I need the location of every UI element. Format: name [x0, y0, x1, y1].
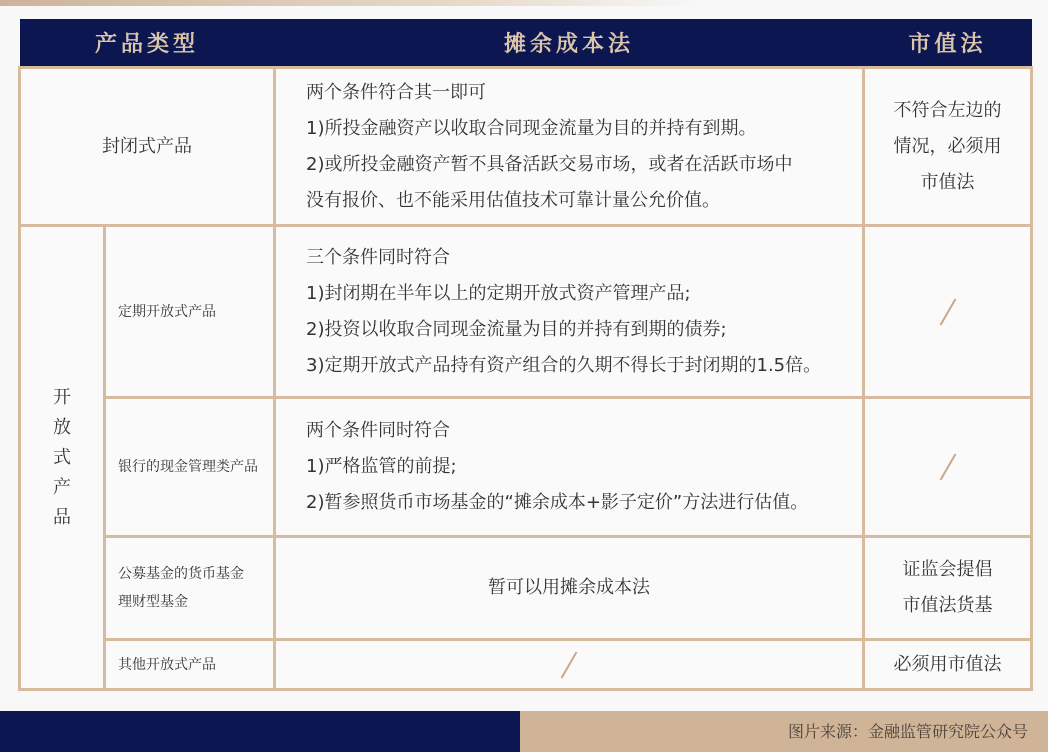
- text-line: 3)定期开放式产品持有资产组合的久期不得长于封闭期的1.5倍。: [306, 354, 822, 376]
- text-line: 三个条件同时符合: [306, 246, 451, 268]
- amortized-cell: [275, 640, 864, 690]
- footer-source: 图片来源：金融监管研究院公众号: [520, 711, 1048, 752]
- text-line: 1)严格监管的前提;: [306, 456, 457, 477]
- product-type-cell: 其他开放式产品: [105, 640, 275, 690]
- slash-mark: [939, 454, 956, 481]
- text-line: 1)封闭期在半年以上的定期开放式资产管理产品;: [306, 282, 691, 304]
- table-row: [20, 398, 1032, 537]
- text-line: 情况，必须用: [893, 135, 1002, 157]
- header-product-type: 产品类型: [20, 19, 275, 68]
- product-type-cell: 封闭式产品: [20, 68, 275, 226]
- market-cell: [864, 68, 1032, 226]
- product-type-cell: 银行的现金管理类产品: [105, 398, 275, 537]
- table-row: [20, 226, 1032, 398]
- text-char: 式: [53, 446, 71, 468]
- product-type-cell: 定期开放式产品: [105, 226, 275, 398]
- text-line: 公募基金的货币基金: [118, 566, 244, 582]
- text-line: 市值法货基: [902, 595, 993, 616]
- market-cell: 必须用市值法: [864, 640, 1032, 690]
- market-cell: [864, 398, 1032, 537]
- text-line: 两个条件同时符合: [306, 420, 451, 441]
- text-char: 放: [53, 416, 71, 438]
- amortized-cell: [275, 226, 864, 398]
- market-cell: [864, 537, 1032, 640]
- text-line: 2)或所投金融资产暂不具备活跃交易市场，或者在活跃市场中: [306, 153, 793, 175]
- text-line: 没有报价、也不能采用估值技术可靠计量公允价值。: [306, 189, 721, 211]
- amortized-cell: 暂可以用摊余成本法: [275, 537, 864, 640]
- text-line: 1)所投金融资产以收取合同现金流量为目的并持有到期。: [306, 117, 757, 139]
- text-line: 不符合左边的: [893, 99, 1002, 121]
- amortized-cell: [275, 398, 864, 537]
- text-line: 证监会提倡: [902, 559, 993, 580]
- header-amortized-cost: 摊余成本法: [275, 19, 864, 68]
- table-header: [20, 19, 1032, 68]
- text-line: 市值法: [920, 171, 975, 193]
- table-row: [20, 537, 1032, 640]
- text-char: 开: [53, 386, 71, 408]
- text-line: 理财型基金: [118, 594, 188, 610]
- text-char: 产: [53, 476, 71, 498]
- text-char: 品: [53, 506, 71, 528]
- table-row: [20, 640, 1032, 690]
- open-product-group-cell: [20, 226, 105, 690]
- product-type-cell: [105, 537, 275, 640]
- slash-mark: [561, 651, 578, 678]
- amortized-cell: [275, 68, 864, 226]
- market-cell: [864, 226, 1032, 398]
- slash-mark: [939, 298, 956, 325]
- text-line: 2)暂参照货币市场基金的“摊余成本+影子定价”方法进行估值。: [306, 492, 809, 513]
- comparison-table: [18, 19, 1033, 691]
- text-line: 两个条件符合其一即可: [306, 81, 487, 103]
- table-row: [20, 68, 1032, 226]
- text-line: 2)投资以收取合同现金流量为目的并持有到期的债券;: [306, 318, 727, 340]
- header-market-value: 市值法: [864, 19, 1032, 68]
- top-accent-bar: [0, 0, 700, 6]
- footer-navy-bar: [0, 711, 520, 752]
